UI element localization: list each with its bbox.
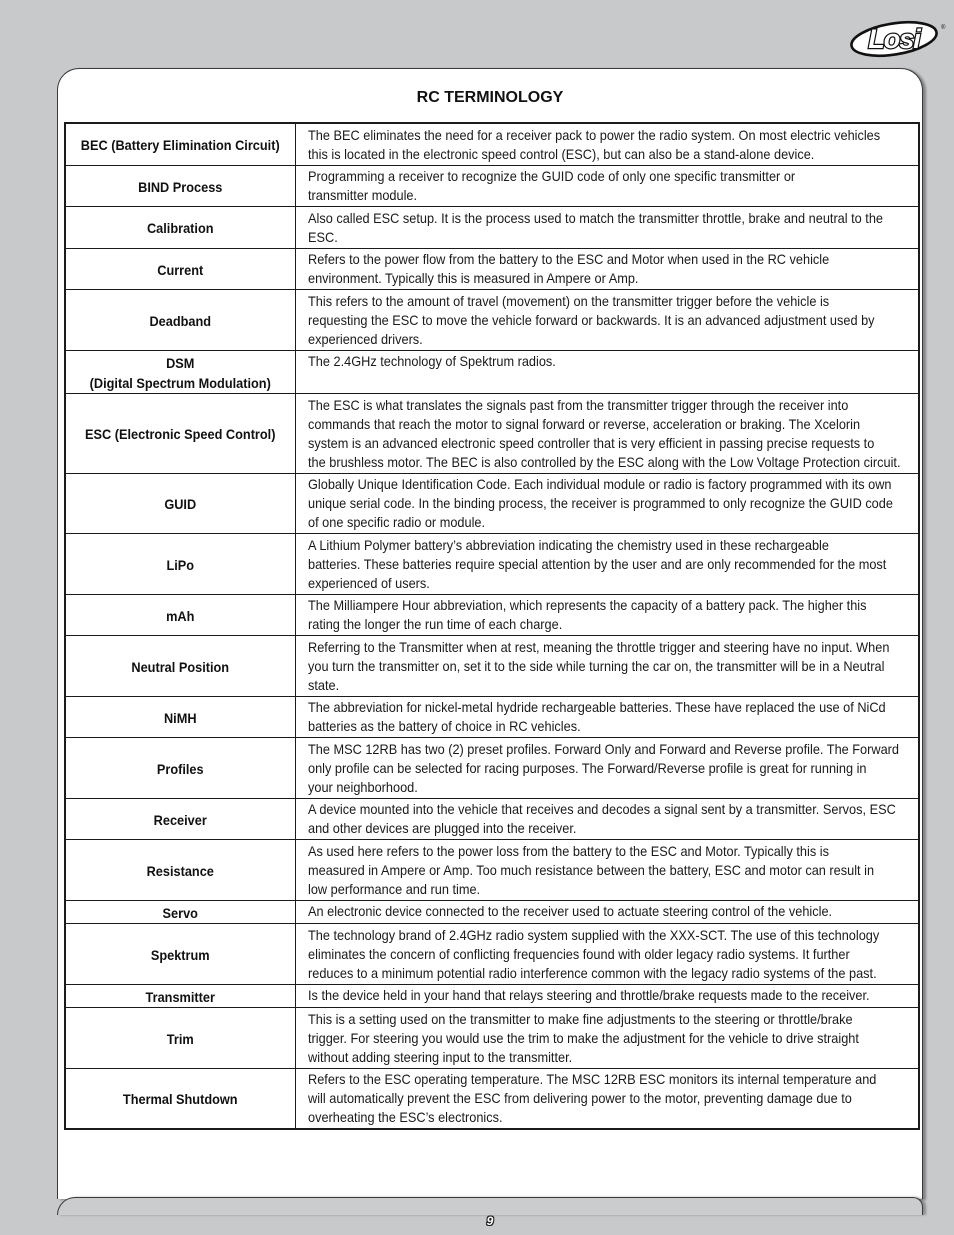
term-cell [65,636,295,697]
term-cell [65,984,295,1008]
term-cell [65,1068,295,1129]
term-cell [65,900,295,924]
definition-cell [295,290,919,351]
definition-text [308,1070,912,1127]
definition-line: ESC. [307,228,338,245]
term-row [65,394,919,474]
term-row [65,207,919,249]
definition-text [308,536,912,593]
term-label: BIND Process [138,178,223,195]
definition-line: The abbreviation for nickel-metal hydride rechargeable batteries. These have replaced the use of NiCd [307,699,886,715]
term-row [65,165,919,207]
term-text [80,987,281,1007]
term-text [80,424,281,444]
definition-text [308,126,912,164]
page-number: 9 [486,1214,494,1228]
definition-cell [295,394,919,474]
term-text [80,311,281,331]
term-row [65,534,919,595]
term-row [65,900,919,924]
term-clip [70,987,291,1007]
term-text [80,177,281,197]
term-row [65,123,919,165]
definition-line: eliminates the concern of conflicting frequencies found with older legacy radio systems. It further [307,945,850,962]
definition-cell [295,1008,919,1069]
definition-line: this is located in the electronic speed control (ESC), but can also be a stand-alone device. [307,145,814,162]
definition-line: Refers to the power flow from the battery to the ESC and Motor when used in the RC vehicle [307,251,829,267]
definition-cell [295,738,919,799]
definition-line: This refers to the amount of travel (movement) on the transmitter trigger before the vehicle is [307,292,829,309]
term-cell [65,840,295,901]
term-clip [70,657,291,677]
definition-clip [308,292,913,349]
definition-line: state. [307,676,339,693]
term-row [65,696,919,738]
term-clip [70,135,291,155]
definition-line: As used here refers to the power loss from the battery to the ESC and Motor. Typically this is [307,842,829,859]
term-clip [70,606,291,626]
definition-text [308,352,912,371]
definition-line: of one specific radio or module. [307,514,485,530]
definition-cell [295,350,919,394]
term-text [80,494,281,514]
term-label: (Digital Spectrum Modulation) [89,374,271,391]
term-row [65,636,919,697]
definition-line: environment. Typically this is measured in Ampere or Amp. [307,270,638,286]
term-clip [70,945,291,965]
definition-clip [308,986,913,1005]
term-row [65,798,919,840]
term-label: Resistance [146,862,214,879]
term-clip [70,494,291,514]
definition-cell [295,123,919,165]
definition-clip [308,800,913,838]
term-clip [70,861,291,881]
term-clip [70,708,291,728]
definition-line: the brushless motor. The BEC is also controlled by the ESC along with the Low Voltage Protection circuit. [307,453,900,470]
page-title: RC TERMINOLOGY [416,89,564,106]
definition-text [308,596,912,634]
definition-text [308,167,912,205]
term-cell [65,394,295,474]
definition-line: batteries. These batteries require special attention by the user and are only recommended for the most [307,555,886,572]
definition-clip [308,1070,913,1127]
term-label: Calibration [146,220,214,236]
terminology-table-body [65,123,919,1129]
term-cell [65,290,295,351]
definition-line: trigger. For steering you would use the trim to make the adjustment for the vehicle to drive straight [307,1029,859,1046]
definition-line: The MSC 12RB has two (2) preset profiles. Forward Only and Forward and Reverse profile. The Forward [307,740,899,757]
term-label: Thermal Shutdown [122,1091,238,1107]
definition-line: overheating the ESC’s electronics. [307,1109,503,1125]
losi-logo [846,14,946,60]
term-text [80,555,281,575]
term-label: GUID [164,496,197,512]
term-text [80,260,281,280]
definition-line: transmitter module. [307,187,417,203]
term-text [80,903,281,923]
definition-clip [308,536,913,593]
term-text [80,606,281,626]
definition-cell [295,594,919,636]
definition-clip [308,167,913,205]
term-text [80,759,281,779]
definition-line: reduces to a minimum potential radio interference common with the legacy radio systems of the past. [307,964,877,981]
definition-clip [308,638,913,695]
logo-wordmark: Losi [868,24,920,54]
term-label: Neutral Position [131,658,230,675]
definition-cell [295,696,919,738]
term-text [80,657,281,677]
term-label: Deadband [149,312,212,329]
definition-text [308,1010,912,1067]
terminology-table [64,122,920,1130]
definition-line: experienced of users. [307,574,430,591]
definition-text [308,638,912,695]
definition-clip [308,352,913,371]
definition-line: commands that reach the motor to signal forward or reverse, acceleration or braking. The Xcelorin [307,415,860,432]
term-label: BEC (Battery Elimination Circuit) [80,137,280,153]
definition-line: only profile can be selected for racing purposes. The Forward/Reverse profile is great for running in [307,759,866,776]
definition-clip [308,209,913,247]
definition-text [308,926,912,983]
term-cell [65,123,295,165]
definition-line: measured in Ampere or Amp. Too much resistance between the battery, ESC and motor can result in [307,861,874,878]
term-text [80,218,281,238]
definition-line: low performance and run time. [307,880,480,897]
definition-clip [308,596,913,634]
term-clip [70,903,291,923]
term-row [65,1008,919,1069]
term-cell [65,350,295,394]
definition-clip [308,475,913,532]
term-text [80,1089,281,1109]
term-row [65,473,919,534]
definition-text [308,698,912,736]
definition-text [308,396,912,472]
definition-line: will automatically prevent the ESC from delivering power to the motor, preventing damage due to [307,1090,852,1106]
term-label: Servo [162,904,198,921]
definition-line: requesting the ESC to move the vehicle forward or backwards. It is an advanced adjustment used by [307,311,875,328]
term-cell [65,248,295,290]
term-row [65,984,919,1008]
definition-line: The Milliampere Hour abbreviation, which represents the capacity of a battery pack. The higher this [307,597,866,613]
term-text [80,861,281,881]
term-row [65,248,919,290]
definition-line: Is the device held in your hand that relays steering and throttle/brake requests made to the receiver. [307,987,870,1003]
term-cell [65,798,295,840]
definition-line: Referring to the Transmitter when at rest, meaning the throttle trigger and steering have no input. When [307,638,889,655]
definition-clip [308,740,913,797]
definition-line: The 2.4GHz technology of Spektrum radios. [307,353,556,369]
term-label: mAh [166,607,195,624]
definition-cell [295,165,919,207]
term-clip [70,555,291,575]
term-label: Spektrum [150,946,210,963]
term-clip [70,759,291,779]
term-row [65,1068,919,1129]
term-clip [70,177,291,197]
term-clip [70,260,291,280]
definition-text [308,292,912,349]
definition-text [308,902,912,921]
definition-cell [295,248,919,290]
term-cell [65,738,295,799]
term-text [80,810,281,830]
term-clip [70,218,291,238]
definition-line: An electronic device connected to the receiver used to actuate steering control of the vehicle. [307,903,832,919]
definition-line: rating the longer the run time of each charge. [307,616,562,632]
definition-clip [308,698,913,736]
term-text [80,353,281,393]
definition-line: Programming a receiver to recognize the GUID code of only one specific transmitter or [307,168,795,184]
term-row [65,594,919,636]
definition-clip [308,1010,913,1067]
definition-line: The ESC is what translates the signals past from the transmitter trigger through the receiver into [307,396,848,413]
definition-text [308,986,912,1005]
term-cell [65,473,295,534]
definition-clip [308,842,913,899]
definition-line: and other devices are plugged into the receiver. [307,820,576,836]
definition-cell [295,984,919,1008]
definition-line: your neighborhood. [307,778,418,795]
term-cell [65,924,295,985]
definition-line: unique serial code. In the binding process, the receiver is programmed to only recognize the GUID code [307,495,893,511]
term-clip [70,810,291,830]
definition-cell [295,924,919,985]
definition-text [308,250,912,288]
term-label: Profiles [156,760,204,777]
definition-line: The BEC eliminates the need for a receiver pack to power the radio system. On most electric vehicles [307,126,880,143]
definition-clip [308,902,913,921]
definition-clip [308,926,913,983]
term-label: LiPo [166,556,195,573]
term-clip [70,353,291,393]
definition-cell [295,840,919,901]
term-text [80,1029,281,1049]
term-row [65,840,919,901]
definition-cell [295,798,919,840]
definition-line: This is a setting used on the transmitter to make fine adjustments to the steering or throttle/brake [307,1010,853,1027]
definition-cell [295,900,919,924]
term-cell [65,696,295,738]
term-text [80,708,281,728]
term-row [65,290,919,351]
term-label: Current [157,261,204,278]
definition-cell [295,207,919,249]
term-label: Transmitter [145,988,215,1005]
definition-line: Refers to the ESC operating temperature. The MSC 12RB ESC monitors its internal temperature and [307,1071,876,1087]
term-label: DSM [166,354,195,371]
definition-cell [295,1068,919,1129]
definition-line: system is an advanced electronic speed controller that is very efficient in passing precise requests to [307,434,874,451]
registered-mark: ® [941,25,946,31]
term-row [65,738,919,799]
term-clip [70,1089,291,1109]
definition-text [308,475,912,532]
definition-text [308,209,912,247]
definition-line: experienced drivers. [307,330,423,347]
definition-line: without adding steering input to the transmitter. [307,1048,572,1065]
definition-line: A device mounted into the vehicle that receives and decodes a signal sent by a transmitter. Servos, ESC [307,801,896,817]
term-label: Receiver [153,811,207,828]
definition-line: you turn the transmitter on, set it to the side while turning the car on, the transmitter will be in a Neutral [307,657,884,674]
term-cell [65,594,295,636]
term-text [80,135,281,155]
definition-clip [308,250,913,288]
term-label: NiMH [163,709,197,726]
term-text [80,945,281,965]
term-row [65,924,919,985]
term-clip [70,311,291,331]
definition-text [308,800,912,838]
term-clip [70,1029,291,1049]
term-clip [70,424,291,444]
term-cell [65,534,295,595]
definition-clip [308,396,913,472]
definition-cell [295,636,919,697]
definition-cell [295,534,919,595]
definition-text [308,740,912,797]
definition-clip [308,126,913,164]
term-cell [65,207,295,249]
term-cell [65,165,295,207]
definition-cell [295,473,919,534]
definition-line: Also called ESC setup. It is the process used to match the transmitter throttle, brake and neutral to the [307,209,883,226]
term-row [65,350,919,394]
definition-line: batteries as the battery of choice in RC vehicles. [307,718,581,734]
definition-line: Globally Unique Identification Code. Each individual module or radio is factory programmed with its own [307,476,892,492]
term-cell [65,1008,295,1069]
term-label: Trim [166,1030,194,1047]
term-label: ESC (Electronic Speed Control) [85,426,276,442]
definition-line: The technology brand of 2.4GHz radio system supplied with the XXX-SCT. The use of this technology [307,926,879,943]
definition-text [308,842,912,899]
definition-line: A Lithium Polymer battery’s abbreviation indicating the chemistry used in these rechargeable [307,536,829,553]
